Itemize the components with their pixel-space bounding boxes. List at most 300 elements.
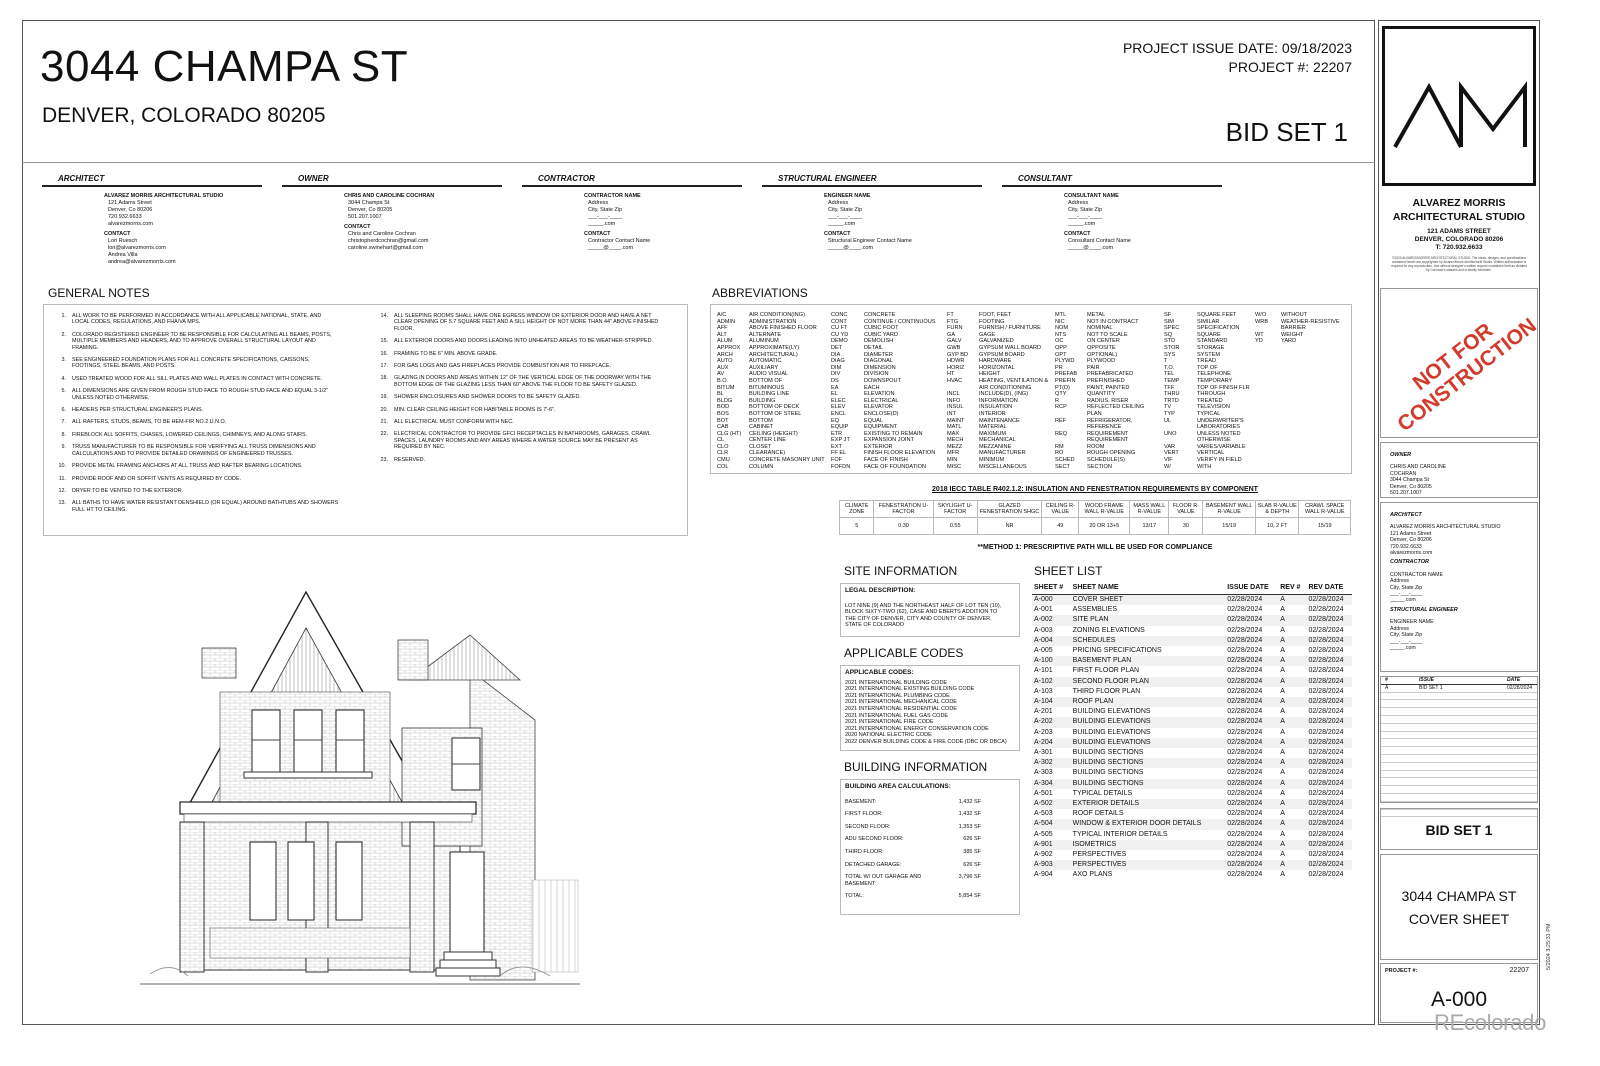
tb-architect-lines (1390, 524, 1528, 556)
sheet-list-cell: 02/28/2024 (1308, 871, 1344, 879)
sheet-list-cell: ROOF DETAILS (1072, 810, 1124, 818)
sheet-list-cell: 02/28/2024 (1225, 779, 1278, 789)
sheet-list-cell: A (1278, 840, 1306, 850)
sheet-list-row (1032, 728, 1352, 738)
building-area-row (845, 849, 1015, 856)
note-number: 10. (58, 463, 66, 470)
sheet-list-cell: 02/28/2024 (1306, 595, 1352, 606)
team-contact-label: CONTACT (584, 231, 611, 237)
sheet-list-cell: A (1278, 656, 1306, 666)
sheet-list-cell: A-004 (1032, 636, 1071, 646)
tb-line: 501.207.1007 (1390, 490, 1422, 497)
sheet-list-cell: 02/28/2024 (1306, 819, 1352, 829)
tb-contractor-label: CONTRACTOR (1390, 559, 1430, 566)
team-company-name: CONSULTANT NAME (1064, 193, 1119, 199)
sheet-list-cell: A-001 (1034, 606, 1053, 614)
building-area-row (845, 874, 1015, 887)
iecc-header-cell: CRAWL SPACE WALL R-VALUE (1299, 501, 1351, 518)
sheet-list-cell: TYPICAL INTERIOR DETAILS (1072, 830, 1168, 838)
tb-line: Address (1390, 578, 1410, 585)
general-note-item (372, 313, 662, 332)
sheet-list-cell: FIRST FLOOR PLAN (1072, 667, 1140, 675)
code-item: 2021 INTERNATIONAL ENERGY CONSERVATION CODE (845, 725, 989, 732)
general-note-item (50, 500, 340, 513)
sheet-list-cell: 02/28/2024 (1225, 656, 1278, 666)
tb-consultants-box (1380, 502, 1538, 672)
note-text: FRAMING TO BE 6" MIN. ABOVE GRADE. (394, 350, 498, 357)
sheet-list-cell: A-303 (1034, 769, 1053, 777)
note-number: 13. (58, 500, 66, 507)
building-area-label: BUILDING AREA CALCULATIONS: (845, 783, 951, 790)
area-value: 1,353 SF (958, 823, 981, 830)
sheet-list-cell: A (1278, 697, 1306, 707)
sheet-list-cell: 02/28/2024 (1308, 667, 1344, 675)
revision-header-cell: # (1385, 677, 1388, 683)
team-address-line: City, State Zip (828, 207, 863, 213)
sheet-list-row (1032, 789, 1352, 799)
tb-architect-label: ARCHITECT (1390, 512, 1422, 518)
sheet-list-cell: 02/28/2024 (1225, 840, 1278, 850)
note-text: ALL SLEEPING ROOMS SHALL HAVE ONE EGRESS WINDOW OR EXTERIOR DOOR AND HAVE A NET CLEAR OPENING OF 5.7 SQUARE FEET AND A SILL HEIGHT OF NOT MORE THAN 44" ABOVE FINISHED FLOOR. (394, 313, 659, 332)
sheet-list-cell: BUILDING SECTIONS (1071, 758, 1226, 768)
sheet-list-cell: PRICING SPECIFICATIONS (1072, 647, 1162, 655)
bid-set-label: BID SET 1 (1225, 117, 1348, 147)
team-details (42, 193, 262, 266)
sheet-list-cell: A-002 (1032, 615, 1071, 625)
note-text: FOR GAS LOGS AND GAS FIREPLACES PROVIDE COMBUSTION AIR TO FIREPLACE. (394, 363, 611, 370)
sheet-list-cell: A (1280, 626, 1285, 634)
sheet-list-cell: 02/28/2024 (1225, 636, 1278, 646)
team-company-name: ALVAREZ MORRIS ARCHITECTURAL STUDIO (104, 193, 224, 199)
sheet-list-header-cell: ISSUE DATE (1225, 582, 1278, 595)
plot-timestamp: 5/2024 3:25:31 PM (1546, 923, 1552, 970)
general-note-item (372, 351, 662, 357)
sheet-list-cell: SITE PLAN (1071, 615, 1226, 625)
sheet-list-row (1032, 656, 1352, 666)
team-address-line: _____.com (588, 221, 616, 227)
sheet-list-row (1032, 626, 1352, 636)
am-logo-mark (1385, 29, 1533, 183)
code-item: 2021 INTERNATIONAL FIRE CODE (845, 719, 934, 726)
abbreviation-meanings-column: CONCRETE CONTINUE / CONTINUOUS CUBIC FOOT CUBIC YARD DEMOLISH DETAIL DIAMETER DIAGONAL DIMENSION DIVISION DOWNSPOUT EACH ELEVATION ELECTRICAL ELEVATOR ENCLOSE(D) EQUAL EQUIPMENT EXISTING TO REMAIN EXPANSION JOINT EXTERIOR FINISH FLOOR ELEVATION FACE OF FINISH FACE OF FOUNDATION (864, 312, 936, 470)
general-note-item (50, 357, 340, 370)
tb-line: ENGINEER NAME (1390, 619, 1434, 626)
sheet-list-cell: A-100 (1032, 656, 1071, 666)
team-address-line: _____.com (1068, 221, 1096, 227)
sheet-list-cell: 02/28/2024 (1227, 871, 1263, 879)
sheet-list-cell: A (1278, 819, 1306, 829)
sheet-list-cell: 02/28/2024 (1306, 697, 1352, 707)
applicable-codes-label: APPLICABLE CODES: (845, 669, 914, 676)
note-text: SHOWER ENCLOSURES AND SHOWER DOORS TO BE SAFETY GLAZED. (394, 394, 581, 401)
note-number: 3. (61, 357, 66, 364)
sheet-list-row (1032, 595, 1352, 606)
tb-line: alvarezmorris.com (1390, 550, 1433, 557)
team-role-label: STRUCTURAL ENGINEER (762, 174, 982, 187)
not-for-construction-stamp (1380, 288, 1541, 438)
team-contact-line: Structural Engineer Contact Name (828, 238, 912, 244)
iecc-value-cell: 15/19 (1299, 518, 1351, 535)
revision-empty-row (1381, 732, 1537, 740)
sheet-list-cell: BUILDING ELEVATIONS (1072, 728, 1151, 736)
area-value: 626 SF (963, 861, 981, 868)
note-number: 22. (380, 431, 388, 438)
tb-bid-set: BID SET 1 (1380, 808, 1538, 850)
team-address-line: Denver, Co 80205 (348, 207, 393, 213)
sheet-list-cell: BUILDING ELEVATIONS (1071, 738, 1226, 748)
sheet-list-cell: TYPICAL DETAILS (1072, 789, 1133, 797)
sheet-list-cell: A-101 (1034, 667, 1053, 675)
tb-owner-label: OWNER (1390, 452, 1412, 458)
note-text: RESERVED. (394, 456, 426, 463)
sheet-list-row (1032, 697, 1352, 707)
code-item: 2021 INTERNATIONAL MECHANICAL CODE (845, 699, 957, 706)
tb-project-name: 3044 CHAMPA ST (1401, 888, 1517, 904)
iecc-header-cell: WOOD FRAME WALL R-VALUE (1079, 501, 1130, 518)
general-note-item (50, 419, 340, 425)
revision-empty-row (1381, 771, 1537, 779)
note-text: ALL BATHS TO HAVE WATER RESISTANT DENSHIELD (OR EQUAL) AROUND BATHTUBS AND SHOWERS FULL HT TO CEILING. (72, 500, 339, 513)
iecc-value-row (840, 518, 1351, 535)
applicable-codes-title: APPLICABLE CODES (844, 646, 964, 660)
sheet-list-row (1032, 748, 1352, 758)
notes-column-left (50, 313, 340, 519)
iecc-header-row (840, 501, 1351, 518)
sheet-list-cell: 02/28/2024 (1225, 799, 1278, 809)
sheet-list-cell: 02/28/2024 (1227, 749, 1263, 757)
revision-empty-row (1381, 747, 1537, 755)
team-contact-line: lori@alvarezmorris.com (108, 245, 166, 251)
general-note-item (50, 313, 340, 326)
sheet-list-cell: 02/28/2024 (1306, 860, 1352, 870)
note-text: GLAZING IN DOORS AND AREAS WITHIN 12" OF THE VERTICAL EDGE OF THE DOORWAY WITH THE BOTTOM EDGE OF THE GLAZING LESS THAN 60" ABOVE THE FLOOR TO BE SAFETY GLAZED. (394, 375, 652, 388)
sheet-list-table (1032, 582, 1352, 881)
area-value: 1,432 SF (958, 798, 981, 805)
abbreviation-codes-column: W/O WRB WT YD (1255, 312, 1269, 345)
sheet-list-cell: 02/28/2024 (1227, 851, 1263, 859)
abbreviation-meanings-column: FOOT, FEET FOOTING FURNISH / FURNITURE GAGE GALVANIZED GYPSUM WALL BOARD GYPSUM BOARD HARDWARE HORIZONTAL HEIGHT HEATING, VENTILATION & AIR CONDITIONING INCLUDE(D), (ING) INFORMATION INSULATION INTERIOR MAINTENANCE MATERIAL MAXIMUM MECHANICAL MEZZANINE MANUFACTURER MINIMUM MISCELLANEOUS (979, 312, 1049, 470)
sheet-list-cell: A-203 (1034, 728, 1053, 736)
team-contact-label: CONTACT (824, 231, 851, 237)
team-contact-line: christopherdcochran@gmail.com (348, 238, 429, 244)
building-information-title: BUILDING INFORMATION (844, 760, 988, 774)
revision-empty-row (1381, 693, 1537, 701)
sheet-list-row (1032, 758, 1352, 768)
copyright-notice: ©2020 ALVAREZ/MORRIS ARCHITECTURAL STUDIO. The ideas, designs, and specifications contained herein are copyrighted by Alvarez/Morris Architectural Studio. Written authorization is required for any reproduction. Use without designer's written request constitutes theft as dictated by Colorado's statutes and is strictly forbidden. (1391, 256, 1527, 272)
iecc-value-cell: 0.30 (874, 518, 933, 535)
team-address-line: ___-___-____ (828, 214, 863, 220)
sheet-list-cell: 02/28/2024 (1308, 687, 1344, 695)
team-contact-label: CONTACT (1064, 231, 1091, 237)
sheet-list-cell: 02/28/2024 (1227, 810, 1263, 818)
team-address-line: ___-___-____ (1068, 214, 1103, 220)
sheet-list-cell: 02/28/2024 (1227, 789, 1263, 797)
note-number: 20. (380, 406, 388, 413)
sheet-list-cell: A-304 (1032, 779, 1071, 789)
sheet-list-row (1032, 666, 1352, 676)
sheet-list-cell: WINDOW & EXTERIOR DOOR DETAILS (1071, 819, 1226, 829)
sheet-list-cell: A (1278, 758, 1306, 768)
tb-line: ___-___-____ (1390, 638, 1423, 645)
iecc-value-cell: 49 (1042, 518, 1079, 535)
stamp-text: NOT FOR CONSTRUCTION (1393, 313, 1541, 437)
team-contact-line: Consultant Contact Name (1068, 238, 1131, 244)
area-label: ADU SECOND FLOOR: (845, 836, 904, 843)
applicable-codes-box (840, 665, 1020, 751)
iecc-value-cell: 5 (840, 518, 874, 535)
sheet-list-row (1032, 819, 1352, 829)
studio-street: 121 ADAMS STREET (1427, 228, 1491, 235)
note-text: SEE ENGINEERED FOUNDATION PLANS FOR ALL CONCRETE SPECIFICATIONS, CAISSONS, FOOTINGS, STEEL BEAMS, AND POSTS. (72, 357, 310, 370)
sheet-list-row (1032, 646, 1352, 656)
legal-description-box (840, 583, 1020, 637)
iecc-header-cell: MASS WALL R-VALUE (1130, 501, 1169, 518)
building-area-row (845, 824, 1015, 831)
building-area-row (845, 799, 1015, 806)
team-details (762, 193, 982, 252)
codes-list (845, 680, 1015, 746)
sheet-list-cell: A (1280, 606, 1285, 614)
sheet-list-cell: 02/28/2024 (1306, 779, 1352, 789)
sheet-list-row (1032, 677, 1352, 687)
iecc-value-cell: 15/19 (1203, 518, 1256, 535)
project-address: 3044 CHAMPA ST (40, 42, 409, 91)
sheet-list-row (1032, 636, 1352, 646)
note-number: 15. (380, 338, 388, 345)
tb-project-number: 22207 (1509, 967, 1529, 974)
abbreviation-meanings-column: SQUARE FEET SIMILAR SPECIFICATION SQUARE STANDARD STORAGE SYSTEM TREAD TOP OF TELEPHONE TEMPORARY TOP OF FINISH FLR THROUGH TREATED TELEVISION TYPICAL UNDERWRITER'S LABORATORIES UNLESS NOTED OTHERWISE VARIES/VARIABLE VERTICAL VERIFY IN FIELD WITH (1197, 312, 1250, 470)
team-address-line: Address (1068, 200, 1089, 206)
area-label: TOTAL W/ OUT GARAGE AND BASEMENT: (845, 874, 922, 887)
iecc-header-cell: SLAB R-VALUE & DEPTH (1256, 501, 1299, 518)
sheet-list-row (1032, 870, 1352, 880)
sheet-list-cell: 02/28/2024 (1306, 615, 1352, 625)
note-text: FIREBLOCK ALL SOFFITS, CHASES, LOWERED CEILINGS, CHIMNEYS, AND ALONG STAIRS. (72, 431, 308, 438)
general-note-item (50, 432, 340, 438)
revision-empty-row (1381, 739, 1537, 747)
team-contact-label: CONTACT (344, 224, 371, 230)
team-address-line: 720.932.6633 (108, 214, 142, 220)
sheet-list-cell: A (1278, 738, 1306, 748)
notes-column-right (372, 313, 662, 469)
area-label: FIRST FLOOR: (845, 811, 883, 818)
team-contact-lines (588, 238, 742, 252)
sheet-list-cell: A (1280, 851, 1285, 859)
tb-line: 121 Adams Street (1390, 530, 1432, 537)
team-role-label: OWNER (282, 174, 502, 187)
iecc-value-cell: 20 OR 13+5 (1079, 518, 1130, 535)
note-number: 5. (61, 388, 66, 395)
sheet-list-cell: A (1280, 667, 1285, 675)
note-number: 16. (380, 350, 388, 357)
note-text: PROVIDE METAL FRAMING ANCHORS AT ALL TRUSS AND RAFTER BEARING LOCATIONS. (72, 463, 303, 470)
sheet-list-cell: 02/28/2024 (1225, 758, 1278, 768)
building-area-box (840, 779, 1020, 915)
team-address-line: ___-___-____ (588, 214, 623, 220)
tb-owner-box (1380, 442, 1538, 498)
general-note-item (50, 444, 340, 457)
sheet-list-cell: A (1280, 810, 1285, 818)
sheet-list-cell: A-502 (1032, 799, 1071, 809)
abbreviation-codes-column: CONC CONT CU FT CU YD DEMO DET DIA DIAG DIM DIV DS EA EL ELEC ELEV ENCL EQ EQUIP ETR EXP JT EXT FF EL FOF FOFDN (831, 312, 851, 470)
abbreviation-meanings-column: AIR CONDITION(ING) ADMINISTRATION ABOVE FINISHED FLOOR ALTERNATE ALUMINUM APPROXIMATE(LY) ARCHITECTURAL) AUTOMATIC AUXILIARY AUDIO VISUAL BOTTOM OF BITUMINOUS BUILDING LINE BUILDING BOTTOM OF DECK BOTTOM OF STEEL BOTTOM CABINET CEILING (HEIGHT) CENTER LINE CLOSET CLEARANCE) CONCRETE MASONRY UNIT COLUMN (749, 312, 825, 470)
sheet-list-cell: BUILDING ELEVATIONS (1072, 708, 1151, 716)
team-address-line: City, State Zip (588, 207, 623, 213)
sheet-list-cell: 02/28/2024 (1225, 738, 1278, 748)
am-logo (1382, 26, 1536, 186)
general-note-item (50, 476, 340, 482)
sheet-list-cell: 02/28/2024 (1308, 810, 1344, 818)
project-city: DENVER, COLORADO 80205 (42, 104, 326, 127)
sheet-list-cell: 02/28/2024 (1225, 860, 1278, 870)
team-company-name: CHRIS AND CAROLINE COCHRAN (344, 193, 435, 199)
revision-empty-row (1381, 755, 1537, 763)
team-contact-line: Andrea Villa (108, 252, 138, 258)
team-contact-line: caroline.swinehart@gmail.com (348, 245, 423, 251)
general-note-item (50, 388, 340, 401)
sheet-list-cell: 02/28/2024 (1306, 636, 1352, 646)
area-value: 385 SF (963, 848, 981, 855)
abbreviations-box (710, 304, 1352, 474)
compliance-method: **METHOD 1: PRESCRIPTIVE PATH WILL BE USED FOR COMPLIANCE (977, 544, 1213, 551)
sheet-list-body (1032, 595, 1352, 881)
sheet-list-cell: A (1278, 677, 1306, 687)
abbreviations-title: ABBREVIATIONS (712, 286, 808, 300)
sheet-list-cell: BUILDING SECTIONS (1071, 779, 1226, 789)
note-number: 8. (61, 431, 66, 438)
sheet-list-cell: 02/28/2024 (1227, 626, 1263, 634)
tb-contractor-lines (1390, 572, 1528, 604)
general-note-item (372, 431, 662, 450)
team-details (282, 193, 502, 252)
note-number: 19. (380, 394, 388, 401)
revision-empty-row (1381, 700, 1537, 708)
code-item: 2020 NATIONAL ELECTRIC CODE (845, 732, 932, 739)
general-note-item (50, 332, 340, 351)
code-item: 2021 INTERNATIONAL BUILDING CODE (845, 679, 948, 686)
sheet-list-cell: A-901 (1032, 840, 1071, 850)
sheet-list-cell: BUILDING SECTIONS (1072, 749, 1144, 757)
tb-line: _____.com (1390, 644, 1416, 651)
sheet-list-title: SHEET LIST (1034, 564, 1103, 578)
code-item: 2021 INTERNATIONAL FUEL GAS CODE (845, 712, 949, 719)
sheet-list-cell: AXO PLANS (1072, 871, 1113, 879)
tb-sheet-name-box (1380, 854, 1538, 960)
iecc-value-cell: 10, 2 FT (1256, 518, 1299, 535)
team-address-line: Denver, Co 80206 (108, 207, 153, 213)
abbreviation-meanings-column: WITHOUT WEATHER-RESISTIVE BARRIER WEIGHT YARD (1281, 312, 1340, 345)
tb-line: CONTRACTOR NAME (1390, 571, 1443, 578)
sheet-list-cell: 02/28/2024 (1225, 717, 1278, 727)
recolorado-watermark: REcolorado (1434, 1010, 1546, 1035)
team-address-line: Address (588, 200, 609, 206)
sheet-list-cell: A-202 (1032, 717, 1071, 727)
note-number: 18. (380, 375, 388, 382)
sheet-list-cell: PERSPECTIVES (1072, 851, 1127, 859)
general-note-item (372, 338, 662, 344)
team-address-lines (1068, 200, 1222, 228)
sheet-list-cell: 02/28/2024 (1308, 708, 1344, 716)
sheet-list-cell: A-503 (1034, 810, 1053, 818)
sheet-list-cell: A-003 (1034, 626, 1053, 634)
team-address-lines (828, 200, 982, 228)
abbreviation-codes-column: A/C ADMIN AFF ALT ALUM APPROX ARCH AUTO AUX AV B.O. BITUM BL BLDG BOD BOS BOT CAB CLG (HT) CL CLO CLR CMU COL (717, 312, 742, 470)
tb-line: City, State Zip (1390, 632, 1423, 639)
code-item: 2021 INTERNATIONAL PLUMBING CODE (845, 692, 950, 699)
team-company-name: CONTRACTOR NAME (584, 193, 641, 199)
sheet-list-cell: BASEMENT PLAN (1071, 656, 1226, 666)
studio-info (1380, 196, 1538, 272)
sheet-list-cell: A-301 (1034, 749, 1053, 757)
sheet-list-cell: 02/28/2024 (1308, 851, 1344, 859)
note-text: ALL EXTERIOR DOORS AND DOORS LEADING INTO UNHEATED AREAS TO BE WEATHER-STRIPPED. (394, 338, 653, 345)
note-text: ALL DIMENSIONS ARE GIVEN FROM ROUGH STUD FACE TO ROUGH STUD FACE AND EQUAL 3-1/2" UNLESS NOTED OTHERWISE. (72, 388, 329, 401)
team-address-line: alvarezmorris.com (108, 221, 153, 227)
sheet-list-cell: 02/28/2024 (1227, 667, 1263, 675)
general-note-item (372, 457, 662, 463)
sheet-list-row (1032, 605, 1352, 615)
sheet-list-cell: 02/28/2024 (1306, 840, 1352, 850)
general-note-item (50, 407, 340, 413)
iecc-value-cell: 13/17 (1130, 518, 1169, 535)
sheet-list-cell: A-902 (1034, 851, 1053, 859)
sheet-list-row (1032, 799, 1352, 809)
note-number: 1. (61, 313, 66, 319)
area-value: 1,432 SF (958, 811, 981, 818)
area-label: THIRD FLOOR: (845, 848, 884, 855)
tb-line: ALVAREZ MORRIS ARCHITECTURAL STUDIO (1390, 524, 1501, 531)
team-contact-lines (828, 238, 982, 252)
team-address-line: 121 Adams Street (108, 200, 152, 206)
iecc-header-cell: GLAZED FENESTRATION SHGC (977, 501, 1042, 518)
sheet-list-cell: A (1280, 769, 1285, 777)
note-text: MIN. CLEAR CEILING HEIGHT FOR HABITABLE ROOMS IS 7'-6". (394, 406, 556, 413)
revision-header-cell: DATE (1507, 677, 1521, 683)
team-contact-line: Contractor Contact Name (588, 238, 651, 244)
sheet-list-cell: A (1278, 636, 1306, 646)
building-area-row (845, 862, 1015, 869)
sheet-list-cell: 02/28/2024 (1306, 717, 1352, 727)
building-area-row (845, 893, 1015, 900)
note-text: PROVIDE ROOF AND OR SOFFIT VENTS AS REQUIRED BY CODE. (72, 475, 242, 482)
team-contact-line: _____@____.com (1068, 245, 1114, 251)
general-note-item (50, 463, 340, 469)
revision-empty-row (1381, 786, 1537, 794)
revision-cell: 02/28/2024 (1507, 684, 1533, 691)
note-text: ALL RAFTERS, STUDS, BEAMS, TO BE HEM-FIR NO.2 U.N.O. (72, 419, 227, 426)
tb-line: City, State Zip (1390, 584, 1423, 591)
note-text: ALL WORK TO BE PERFORMED IN ACCORDANCE WITH ALL APPLICABLE NATIONAL, STATE, AND LOCAL CODES, REGULATIONS, AND FHA/VA MPS. (72, 313, 322, 326)
legal-description-label: LEGAL DESCRIPTION: (845, 587, 916, 594)
note-text: COLORADO REGISTERED ENGINEER TO BE RESPONSIBLE FOR CALCULATING ALL BEAMS, POSTS, MULTIPLE MEMBERS AND HEADERS, AND TO APPROVE OVERALL STRUCTURAL LAYOUT AND FRAMING. (72, 331, 332, 351)
sheet-list-cell: 02/28/2024 (1308, 769, 1344, 777)
iecc-value-cell: 30 (1169, 518, 1203, 535)
sheet-list-cell: 02/28/2024 (1227, 830, 1263, 838)
sheet-list-cell: 02/28/2024 (1308, 830, 1344, 838)
team-column-consultant (1002, 174, 1222, 252)
note-number: 21. (380, 419, 388, 426)
note-text: USED TREATED WOOD FOR ALL SILL PLATES AND WALL PLATES IN CONTACT WITH CONCRETE. (72, 375, 323, 382)
sheet-list-cell: A-102 (1032, 677, 1071, 687)
site-information-title: SITE INFORMATION (844, 564, 958, 578)
area-value: 5,854 SF (958, 893, 981, 900)
sheet-list-row (1032, 687, 1352, 697)
sheet-list-cell: ISOMETRICS (1071, 840, 1226, 850)
sheet-list-row (1032, 717, 1352, 727)
building-area-row (845, 836, 1015, 843)
sheet-list-cell: 02/28/2024 (1227, 606, 1263, 614)
tb-line: COCHRAN (1390, 470, 1417, 477)
